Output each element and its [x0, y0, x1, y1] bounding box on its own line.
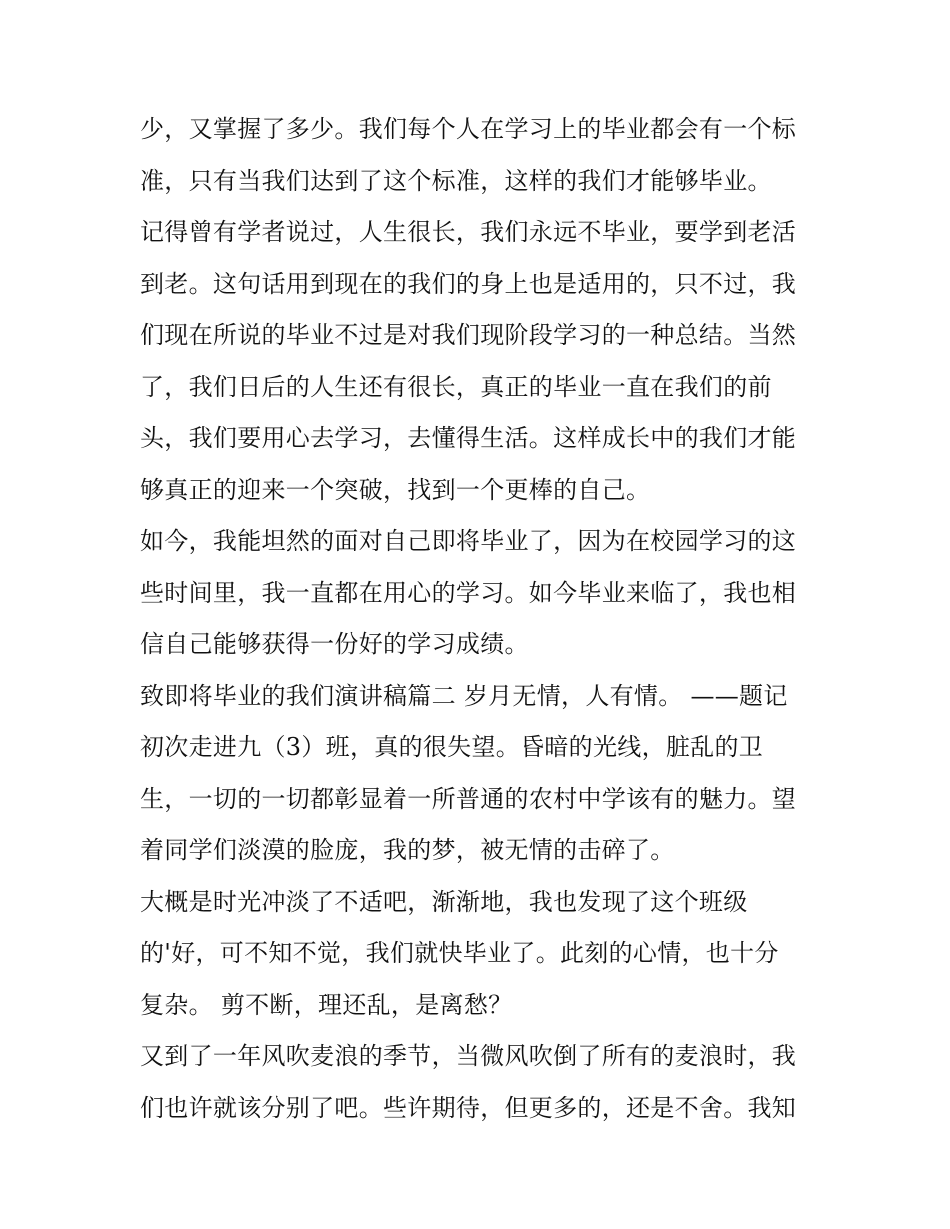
- text-line: 初次走进九（3）班，真的很失望。昏暗的光线，脏乱的卫: [140, 733, 764, 761]
- text-line: 少，又掌握了多少。我们每个人在学习上的毕业都会有一个标: [140, 115, 797, 143]
- text-line: 头，我们要用心去学习，去懂得生活。这样成长中的我们才能: [140, 424, 797, 452]
- text-line: 大概是时光冲淡了不适吧，渐渐地，我也发现了这个班级: [140, 887, 748, 916]
- text-line: 复杂。 剪不断，理还乱，是离愁？: [140, 990, 513, 1019]
- text-line: 准，只有当我们达到了这个标准，这样的我们才能够毕业。: [140, 166, 772, 195]
- text-line: 信自己能够获得一份好的学习成绩。: [140, 630, 529, 658]
- text-line: 如今，我能坦然的面对自己即将毕业了，因为在校园学习的这: [140, 527, 797, 555]
- text-line: 生，一切的一切都彰显着一所普通的农村中学该有的魅力。望: [140, 784, 797, 813]
- text-line: 够真正的迎来一个突破，找到一个更棒的自己。: [140, 475, 651, 504]
- text-line: 的'好，可不知不觉，我们就快毕业了。此刻的心情，也十分: [140, 939, 779, 967]
- body-text: [140, 104, 820, 1134]
- text-line: 致即将毕业的我们演讲稿篇二 岁月无情，人有情。 ——题记: [140, 681, 788, 710]
- text-line: 们现在所说的毕业不过是对我们现阶段学习的一种总结。当然: [140, 321, 797, 349]
- text-line: 到老。这句话用到现在的我们的身上也是适用的，只不过，我: [140, 269, 797, 298]
- text-line: 又到了一年风吹麦浪的季节，当微风吹倒了所有的麦浪时，我: [140, 1042, 797, 1070]
- text-line: 记得曾有学者说过，人生很长，我们永远不毕业，要学到老活: [140, 218, 797, 246]
- text-line: 了，我们日后的人生还有很长，真正的毕业一直在我们的前: [140, 372, 772, 401]
- text-line: 些时间里，我一直都在用心的学习。如今毕业来临了，我也相: [140, 578, 797, 607]
- text-line: 着同学们淡漠的脸庞，我的梦，被无情的击碎了。: [140, 836, 675, 864]
- text-line: 们也许就该分别了吧。些许期待，但更多的，还是不舍。我知: [140, 1093, 797, 1122]
